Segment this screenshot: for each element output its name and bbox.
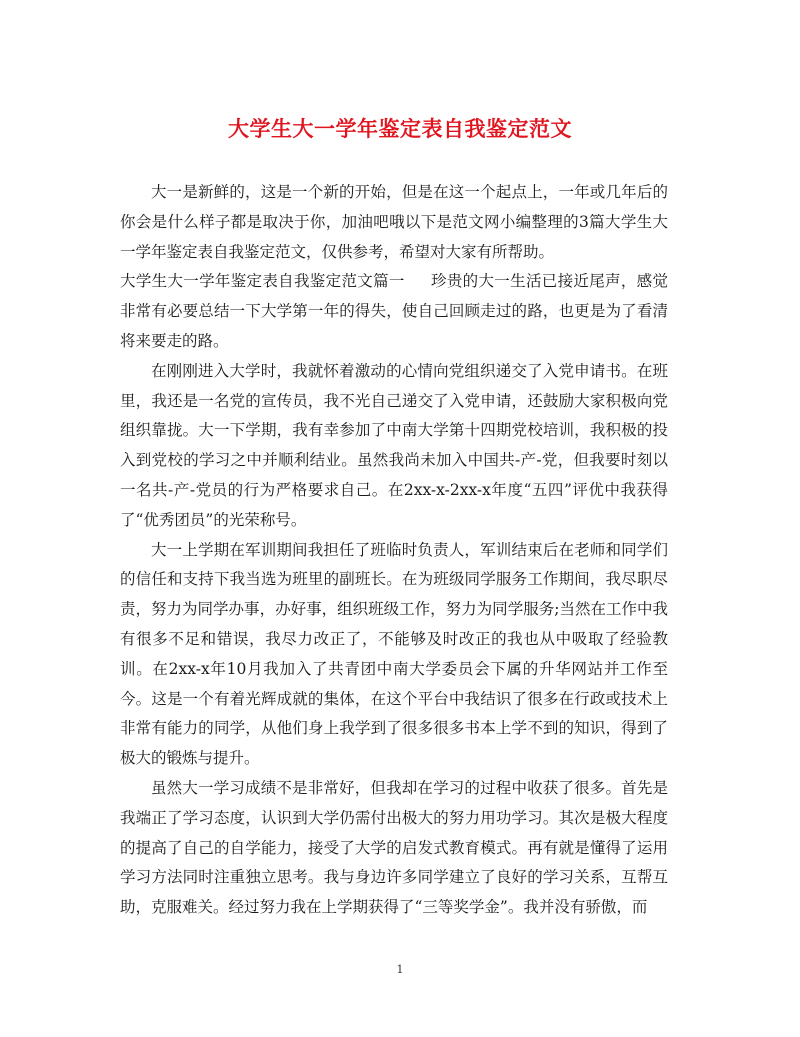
section-lead: 珍贵的大一生活已接近尾声，感觉非常有必要总结一下大学第一年的得失，使自己回顾走过的路，也更是为了看清将来要走的路。	[120, 272, 668, 350]
body-paragraph-2: 大一上学期在军训期间我担任了班临时负责人，军训结束后在老师和同学们的信任和支持下我当选为班里的副班长。在为班级同学服务工作期间，我尽职尽责，努力为同学办事，办好事，组织班级工作，努力为同学服务;当然在工作中我有很多不足和错误，我尽力改正了，不能够及时改正的我也从中吸取了经验教训。在2xx-x年10月我加入了共青团中南大学委员会下属的升华网站并工作至今。这是一个有着光辉成就的集体，在这个平台中我结识了很多在行政或技术上非常有能力的同学，从他们身上我学到了很多很多书本上学不到的知识，得到了极大的锻炼与提升。	[120, 540, 668, 768]
document-body	[120, 178, 668, 923]
body-paragraph-3: 虽然大一学习成绩不是非常好，但我却在学习的过程中收获了很多。首先是我端正了学习态度，认识到大学仍需付出极大的努力用功学习。其次是极大程度的提高了自己的自学能力，接受了大学的启发式教育模式。再有就是懂得了运用学习方法同时注重独立思考。我与身边许多同学建立了良好的学习关系，互帮互助，克服难关。经过努力我在上学期获得了“三等奖学金”。我并没有骄傲，而	[120, 778, 668, 917]
section-paragraph	[120, 267, 668, 356]
intro-paragraph: 大一是新鲜的，这是一个新的开始，但是在这一个起点上，一年或几年后的你会是什么样子都是取决于你，加油吧哦以下是范文网小编整理的3篇大学生大一学年鉴定表自我鉴定范文，仅供参考，希望对大家有所帮助。	[120, 183, 668, 261]
body-paragraph-1: 在刚刚进入大学时，我就怀着激动的心情向党组织递交了入党申请书。在班里，我还是一名党的宣传员，我不光自己递交了入党申请，还鼓励大家积极向党组织靠拢。大一下学期，我有幸参加了中南大学第十四期党校培训，我积极的投入到党校的学习之中并顺利结业。虽然我尚未加入中国共-产-党，但我要时刻以一名共-产-党员的行为严格要求自己。在2xx-x-2xx-x年度“五四”评优中我获得了“优秀团员”的光荣称号。	[120, 361, 668, 529]
document-title: 大学生大一学年鉴定表自我鉴定范文	[228, 116, 572, 141]
page-number: 1	[396, 963, 404, 976]
section-heading: 大学生大一学年鉴定表自我鉴定范文篇一	[120, 272, 405, 291]
